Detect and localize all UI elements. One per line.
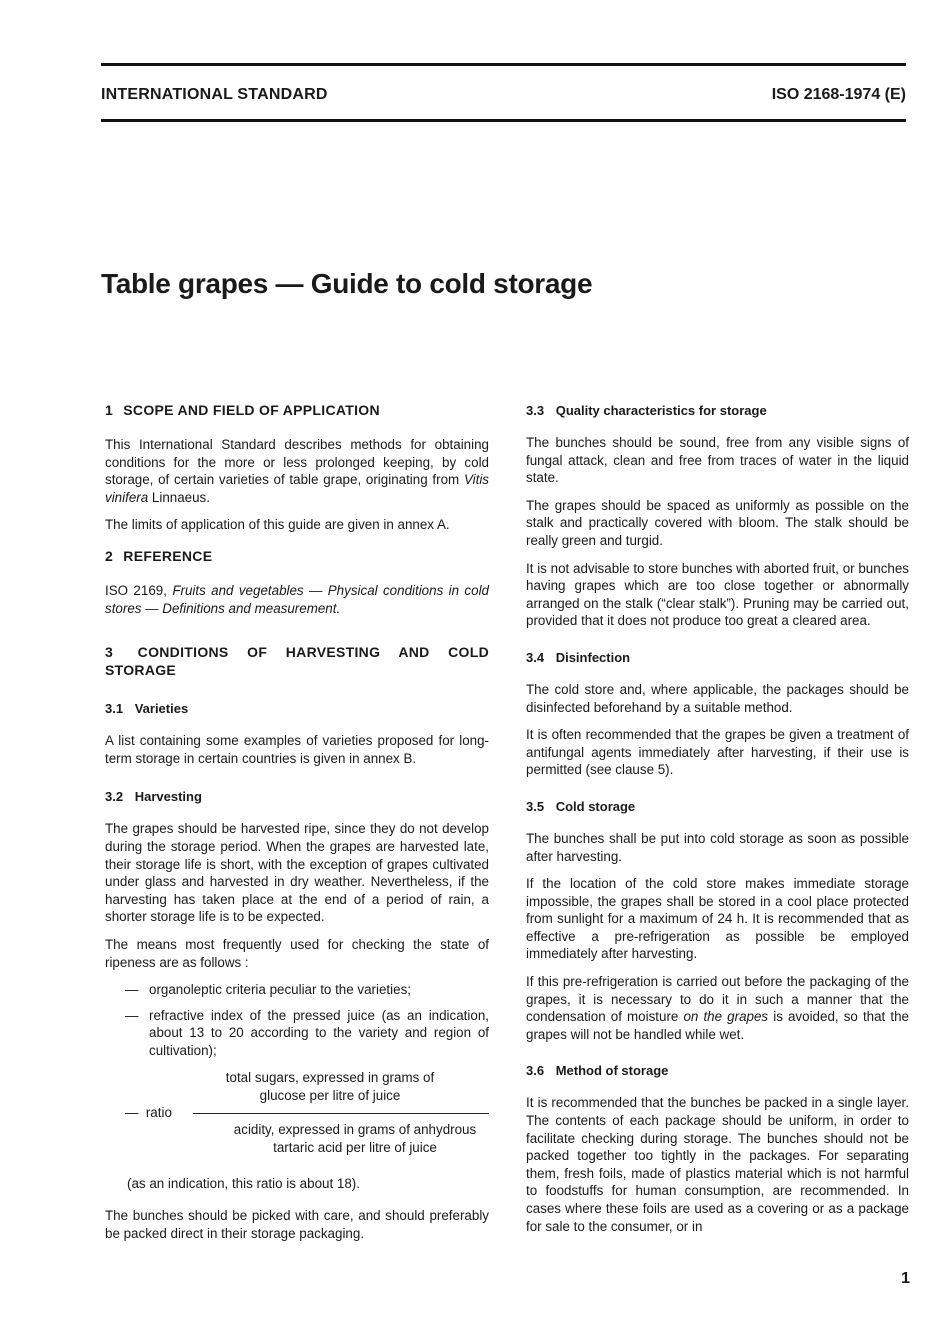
section-3-5-paragraph-2: If the location of the cold store makes immediate storage impossible, the grapes shall be stored in a cool place protected from sunlight for a maximum of 24 h. It is recommended that as effective a pre-refrigeration as possible be employed immediately after harvesting. <box>526 876 909 962</box>
list-item <box>125 981 489 999</box>
header-standard-label: INTERNATIONAL STANDARD <box>101 86 328 103</box>
section-3-3-paragraph-2: The grapes should be spaced as uniformly as possible on the stalk and practically covered with bloom. The stalk should be really green and turgid. <box>526 497 909 548</box>
section-title: Method of storage <box>555 1063 669 1079</box>
section-3-5-heading <box>526 799 909 814</box>
document-title: Table grapes — Guide to cold storage <box>101 268 593 299</box>
header-rule-top <box>101 63 906 66</box>
section-number: 2 <box>105 547 114 564</box>
section-3-4-heading <box>526 650 909 665</box>
section-title: SCOPE AND FIELD OF APPLICATION <box>123 402 380 418</box>
section-1-paragraph-1: This International Standard describes methods for obtaining conditions for the more or less prolonged keeping, by cold storage, of certain varieties of table grape, originating from Vitis vinifera Linnaeus. <box>105 437 489 505</box>
page-number: 1 <box>901 1270 910 1287</box>
section-title: Varieties <box>134 701 189 717</box>
section-3-2-paragraph-3: The bunches should be picked with care, and should preferably be packed direct in their storage packaging. <box>105 1208 489 1241</box>
section-number: 3.3 <box>526 403 545 418</box>
section-3-1-heading <box>105 701 489 716</box>
section-3-5-paragraph-1: The bunches shall be put into cold storage as soon as possible after harvesting. <box>526 830 909 864</box>
section-title: CONDITIONS OF HARVESTING AND COLD STORAGE <box>105 644 489 679</box>
fraction-bar <box>193 1113 489 1114</box>
section-title: Disinfection <box>555 649 631 665</box>
section-1-paragraph-2: The limits of application of this guide are given in annex A. <box>105 517 450 533</box>
section-3-6-paragraph-1: It is recommended that the bunches be packed in a single layer. The contents of each package should be uniform, in order to facilitate checking during storage. The bunches should not be packed together too tightly in the packages. For separating them, fresh foils, made of plastics material which is not harmful to foodstuffs for human consumption, are recommended. In cases where these foils are used as a covering or as a package for sale to the consumer, or in <box>526 1095 909 1234</box>
section-3-6-heading <box>526 1063 909 1078</box>
ratio-formula <box>105 1069 489 1169</box>
section-number: 3.1 <box>105 701 124 717</box>
section-3-3-paragraph-3: It is not advisable to store bunches with aborted fruit, or bunches having grapes which are too close together or abnormally arranged on the stalk (“clear stalk”). Pruning may be carried out, provided that it does not produce too great a cleared area. <box>526 560 909 629</box>
section-number: 3.4 <box>526 649 545 665</box>
list-item-text: refractive index of the pressed juice (as an indication, about 13 to 20 according to the variety and region of cultivation); <box>149 1007 489 1058</box>
section-3-1-paragraph: A list containing some examples of varieties proposed for long-term storage in certain countries is given in annex B. <box>105 733 489 766</box>
list-item <box>125 1007 489 1060</box>
right-column <box>526 402 909 1245</box>
left-column <box>105 402 489 1252</box>
section-3-heading <box>105 643 489 679</box>
section-3-4-paragraph-2: It is often recommended that the grapes be given a treatment of antifungal agents immediately after harvesting, if their use is permitted (see clause 5). <box>526 727 909 778</box>
section-title: REFERENCE <box>123 547 213 564</box>
header-document-number: ISO 2168-1974 (E) <box>771 86 906 103</box>
section-3-3-heading <box>526 403 909 418</box>
dash-marker: — <box>125 982 139 998</box>
section-1-heading <box>105 402 489 418</box>
section-number: 3.6 <box>526 1063 545 1079</box>
ratio-note: (as an indication, this ratio is about 18). <box>127 1176 360 1192</box>
dash-marker: — <box>125 1007 139 1023</box>
list-item-text: organoleptic criteria peculiar to the varieties; <box>149 982 411 998</box>
section-number: 3.5 <box>526 798 545 814</box>
section-title: Quality characteristics for storage <box>555 403 767 418</box>
header-rule-bottom <box>101 119 906 122</box>
section-3-3-paragraph-1: The bunches should be sound, free from any visible signs of fungal attack, clean and free from traces of water in the liquid state. <box>526 435 909 486</box>
ratio-denominator: acidity, expressed in grams of anhydrous tartaric acid per litre of juice <box>233 1122 477 1156</box>
reference-entry: ISO 2169, Fruits and vegetables — Physical conditions in cold stores — Definitions and measurement. <box>105 582 489 616</box>
section-3-4-paragraph-1: The cold store and, where applicable, the packages should be disinfected beforehand by a suitable method. <box>526 681 909 715</box>
section-number: 1 <box>105 402 114 418</box>
section-2-heading <box>105 548 489 564</box>
section-title: Harvesting <box>134 789 202 805</box>
section-3-2-paragraph-1: The grapes should be harvested ripe, since they do not develop during the storage period. When the grapes are harvested late, their storage life is short, with the exception of grapes cultivated under glass and harvested in dry weather. Nevertheless, if the harvesting has taken place at the end of a period of rain, a shorter storage life is to be expected. <box>105 821 489 925</box>
ratio-numerator: total sugars, expressed in grams of glucose per litre of juice <box>225 1070 435 1104</box>
ratio-label: — ratio <box>125 1105 172 1121</box>
section-3-2-heading <box>105 789 489 804</box>
section-number: 3 <box>105 644 114 661</box>
section-3-5-paragraph-3: If this pre-refrigeration is carried out before the packaging of the grapes, it is necessary to do it in such a manner that the condensation of moisture on the grapes is avoided, so that the grapes will not be handled while wet. <box>526 974 909 1042</box>
section-title: Cold storage <box>555 798 636 814</box>
section-3-2-paragraph-2: The means most frequently used for checking the state of ripeness are as follows : <box>105 936 489 970</box>
section-number: 3.2 <box>105 789 124 805</box>
